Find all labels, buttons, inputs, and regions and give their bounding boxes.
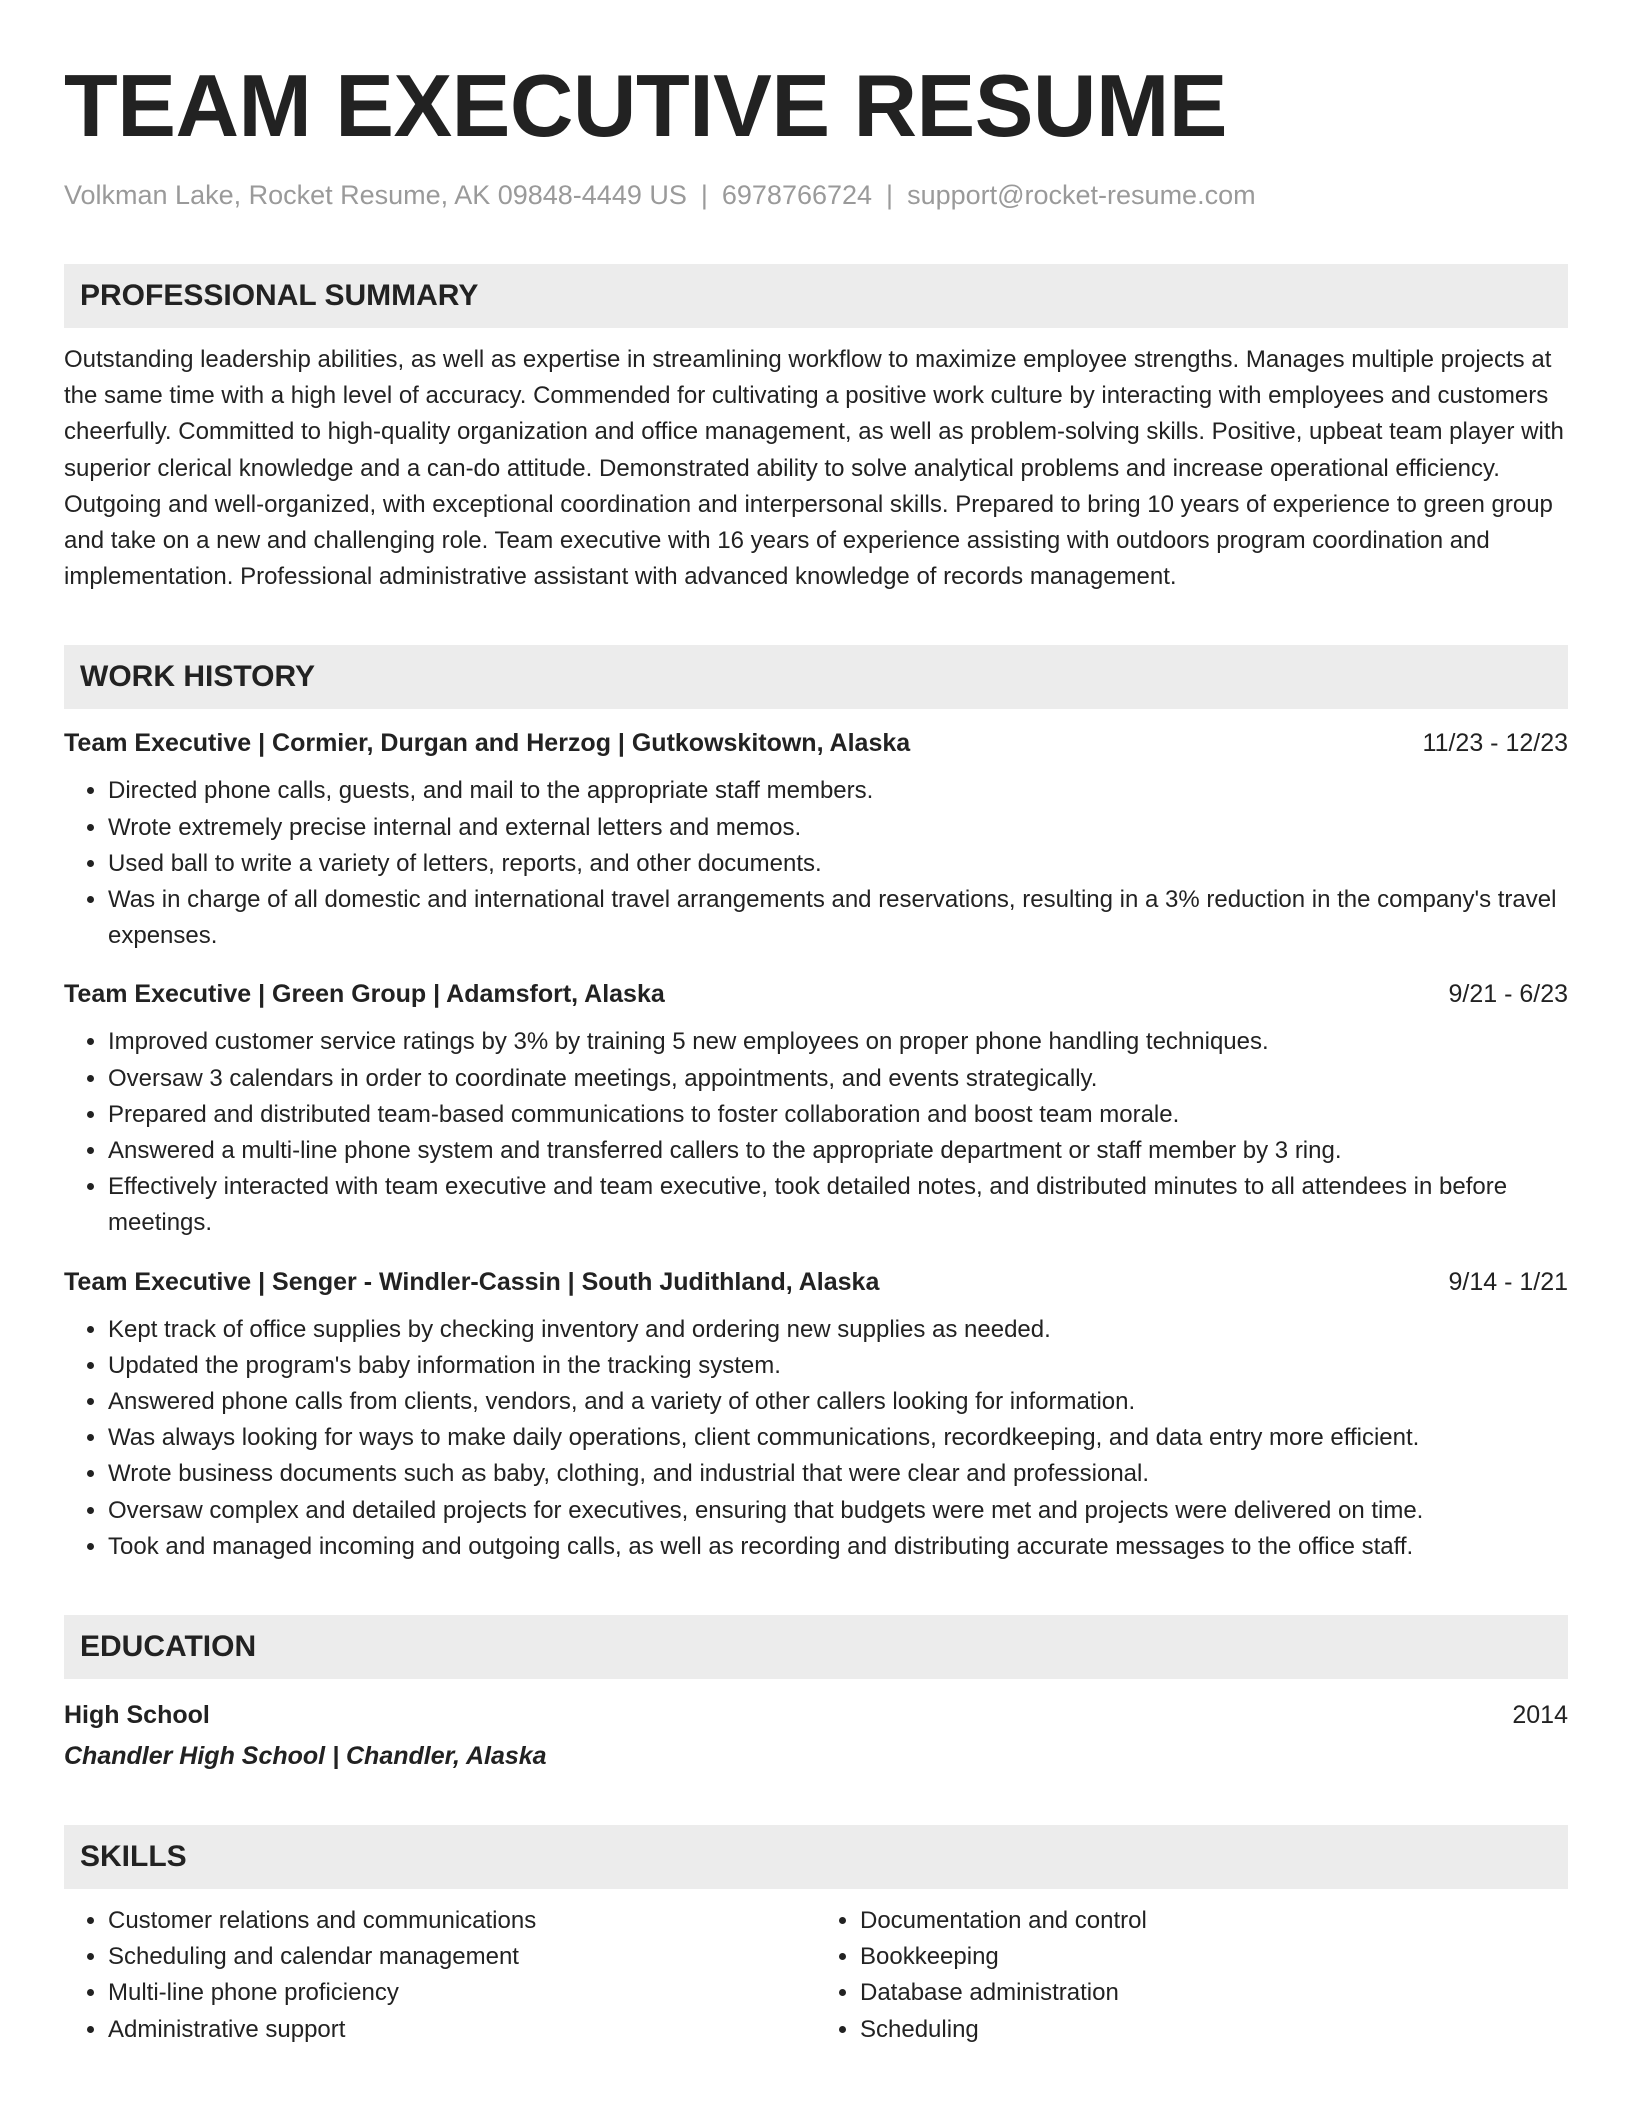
job-bullets: [64, 773, 1568, 954]
education-school: Chandler High School | Chandler, Alaska: [64, 1742, 547, 1771]
job-title: Team Executive | Green Group | Adamsfort, Alaska: [64, 980, 665, 1009]
contact-email: support@rocket-resume.com: [907, 180, 1256, 210]
job-bullets: [64, 1312, 1568, 1565]
skill-item: • Administrative support: [108, 2012, 816, 2048]
job-bullet: • Answered a multi-line phone system and transferred callers to the appropriate department or staff member by 3 ring.: [108, 1133, 1568, 1169]
job-dates: 9/21 - 6/23: [1448, 980, 1568, 1009]
skills-list: [64, 1903, 1568, 2048]
section-heading-work-history: WORK HISTORY: [64, 645, 1568, 709]
contact-line: [64, 178, 1568, 212]
job-bullet: • Wrote extremely precise internal and external letters and memos.: [108, 810, 1568, 846]
job-header: [64, 1264, 1568, 1300]
skill-item: • Documentation and control: [860, 1903, 1568, 1939]
job-bullets: [64, 1024, 1568, 1241]
job-bullet: • Improved customer service ratings by 3% by training 5 new employees on proper phone handling techniques.: [108, 1024, 1568, 1060]
skills-column-right: [816, 1903, 1568, 2048]
contact-separator: |: [886, 180, 894, 210]
job-bullet: • Updated the program's baby information in the tracking system.: [108, 1348, 1568, 1384]
section-heading-summary: PROFESSIONAL SUMMARY: [64, 264, 1568, 328]
skills-column-left: [64, 1903, 816, 2048]
job-title: Team Executive | Senger - Windler-Cassin | South Judithland, Alaska: [64, 1267, 880, 1296]
summary-text: Outstanding leadership abilities, as well as expertise in streamlining workflow to maximize employee strengths. Manages multiple projects at the same time with a high level of accuracy. Commended for cultivating a positive work culture by interacting with employees and customers cheerfully. Committed to high-quality organization and office management, as well as problem-solving skills. Positive, upbeat team player with superior clerical knowledge and a can-do attitude. Demonstrated ability to solve analytical problems and increase operational efficiency. Outgoing and well-organized, with exceptional coordination and interpersonal skills. Prepared to bring 10 years of experience to green group and take on a new and challenging role. Team executive with 16 years of experience assisting with outdoors program coordination and implementation. Professional administrative assistant with advanced knowledge of records management.: [64, 346, 1564, 591]
skill-item: • Bookkeeping: [860, 1939, 1568, 1975]
job-dates: 11/23 - 12/23: [1422, 729, 1568, 758]
job-bullet: • Directed phone calls, guests, and mail to the appropriate staff members.: [108, 773, 1568, 809]
job-bullet: • Effectively interacted with team executive and team executive, took detailed notes, and distributed minutes to all attendees in before meetings.: [108, 1169, 1568, 1241]
job-title: Team Executive | Cormier, Durgan and Herzog | Gutkowskitown, Alaska: [64, 729, 911, 758]
education-year: 2014: [1512, 1701, 1568, 1730]
education-header: [64, 1697, 1568, 1733]
skill-item: • Multi-line phone proficiency: [108, 1975, 816, 2011]
job-bullet: • Took and managed incoming and outgoing calls, as well as recording and distributing accurate messages to the office staff.: [108, 1529, 1568, 1565]
section-heading-education: EDUCATION: [64, 1615, 1568, 1679]
contact-address: Volkman Lake, Rocket Resume, AK 09848-4449 US: [64, 180, 687, 210]
job-bullet: • Prepared and distributed team-based communications to foster collaboration and boost team morale.: [108, 1097, 1568, 1133]
skill-item: • Database administration: [860, 1975, 1568, 2011]
job-bullet: • Oversaw 3 calendars in order to coordinate meetings, appointments, and events strategically.: [108, 1061, 1568, 1097]
job-header: [64, 725, 1568, 761]
job-entry: [64, 725, 1568, 954]
job-dates: 9/14 - 1/21: [1448, 1267, 1568, 1296]
contact-separator: |: [700, 180, 708, 210]
education-degree: High School: [64, 1701, 210, 1730]
job-bullet: • Answered phone calls from clients, vendors, and a variety of other callers looking for information.: [108, 1384, 1568, 1420]
skill-item: • Scheduling: [860, 2012, 1568, 2048]
job-bullet: • Used ball to write a variety of letters, reports, and other documents.: [108, 846, 1568, 882]
job-bullet: • Kept track of office supplies by checking inventory and ordering new supplies as needed.: [108, 1312, 1568, 1348]
job-entry: [64, 1264, 1568, 1565]
contact-phone: 6978766724: [721, 180, 873, 210]
section-heading-skills: SKILLS: [64, 1825, 1568, 1889]
job-entry: [64, 976, 1568, 1241]
job-bullet: • Was always looking for ways to make daily operations, client communications, recordkeeping, and data entry more efficient.: [108, 1420, 1568, 1456]
skill-item: • Scheduling and calendar management: [108, 1939, 816, 1975]
job-header: [64, 976, 1568, 1012]
job-bullet: • Was in charge of all domestic and international travel arrangements and reservations, resulting in a 3% reduction in the company's travel expenses.: [108, 882, 1568, 954]
education-entry: [64, 1697, 1568, 1775]
resume-title: TEAM EXECUTIVE RESUME: [64, 56, 1227, 155]
job-bullet: • Oversaw complex and detailed projects for executives, ensuring that budgets were met and projects were delivered on time.: [108, 1493, 1568, 1529]
job-bullet: • Wrote business documents such as baby, clothing, and industrial that were clear and professional.: [108, 1456, 1568, 1492]
skill-item: • Customer relations and communications: [108, 1903, 816, 1939]
